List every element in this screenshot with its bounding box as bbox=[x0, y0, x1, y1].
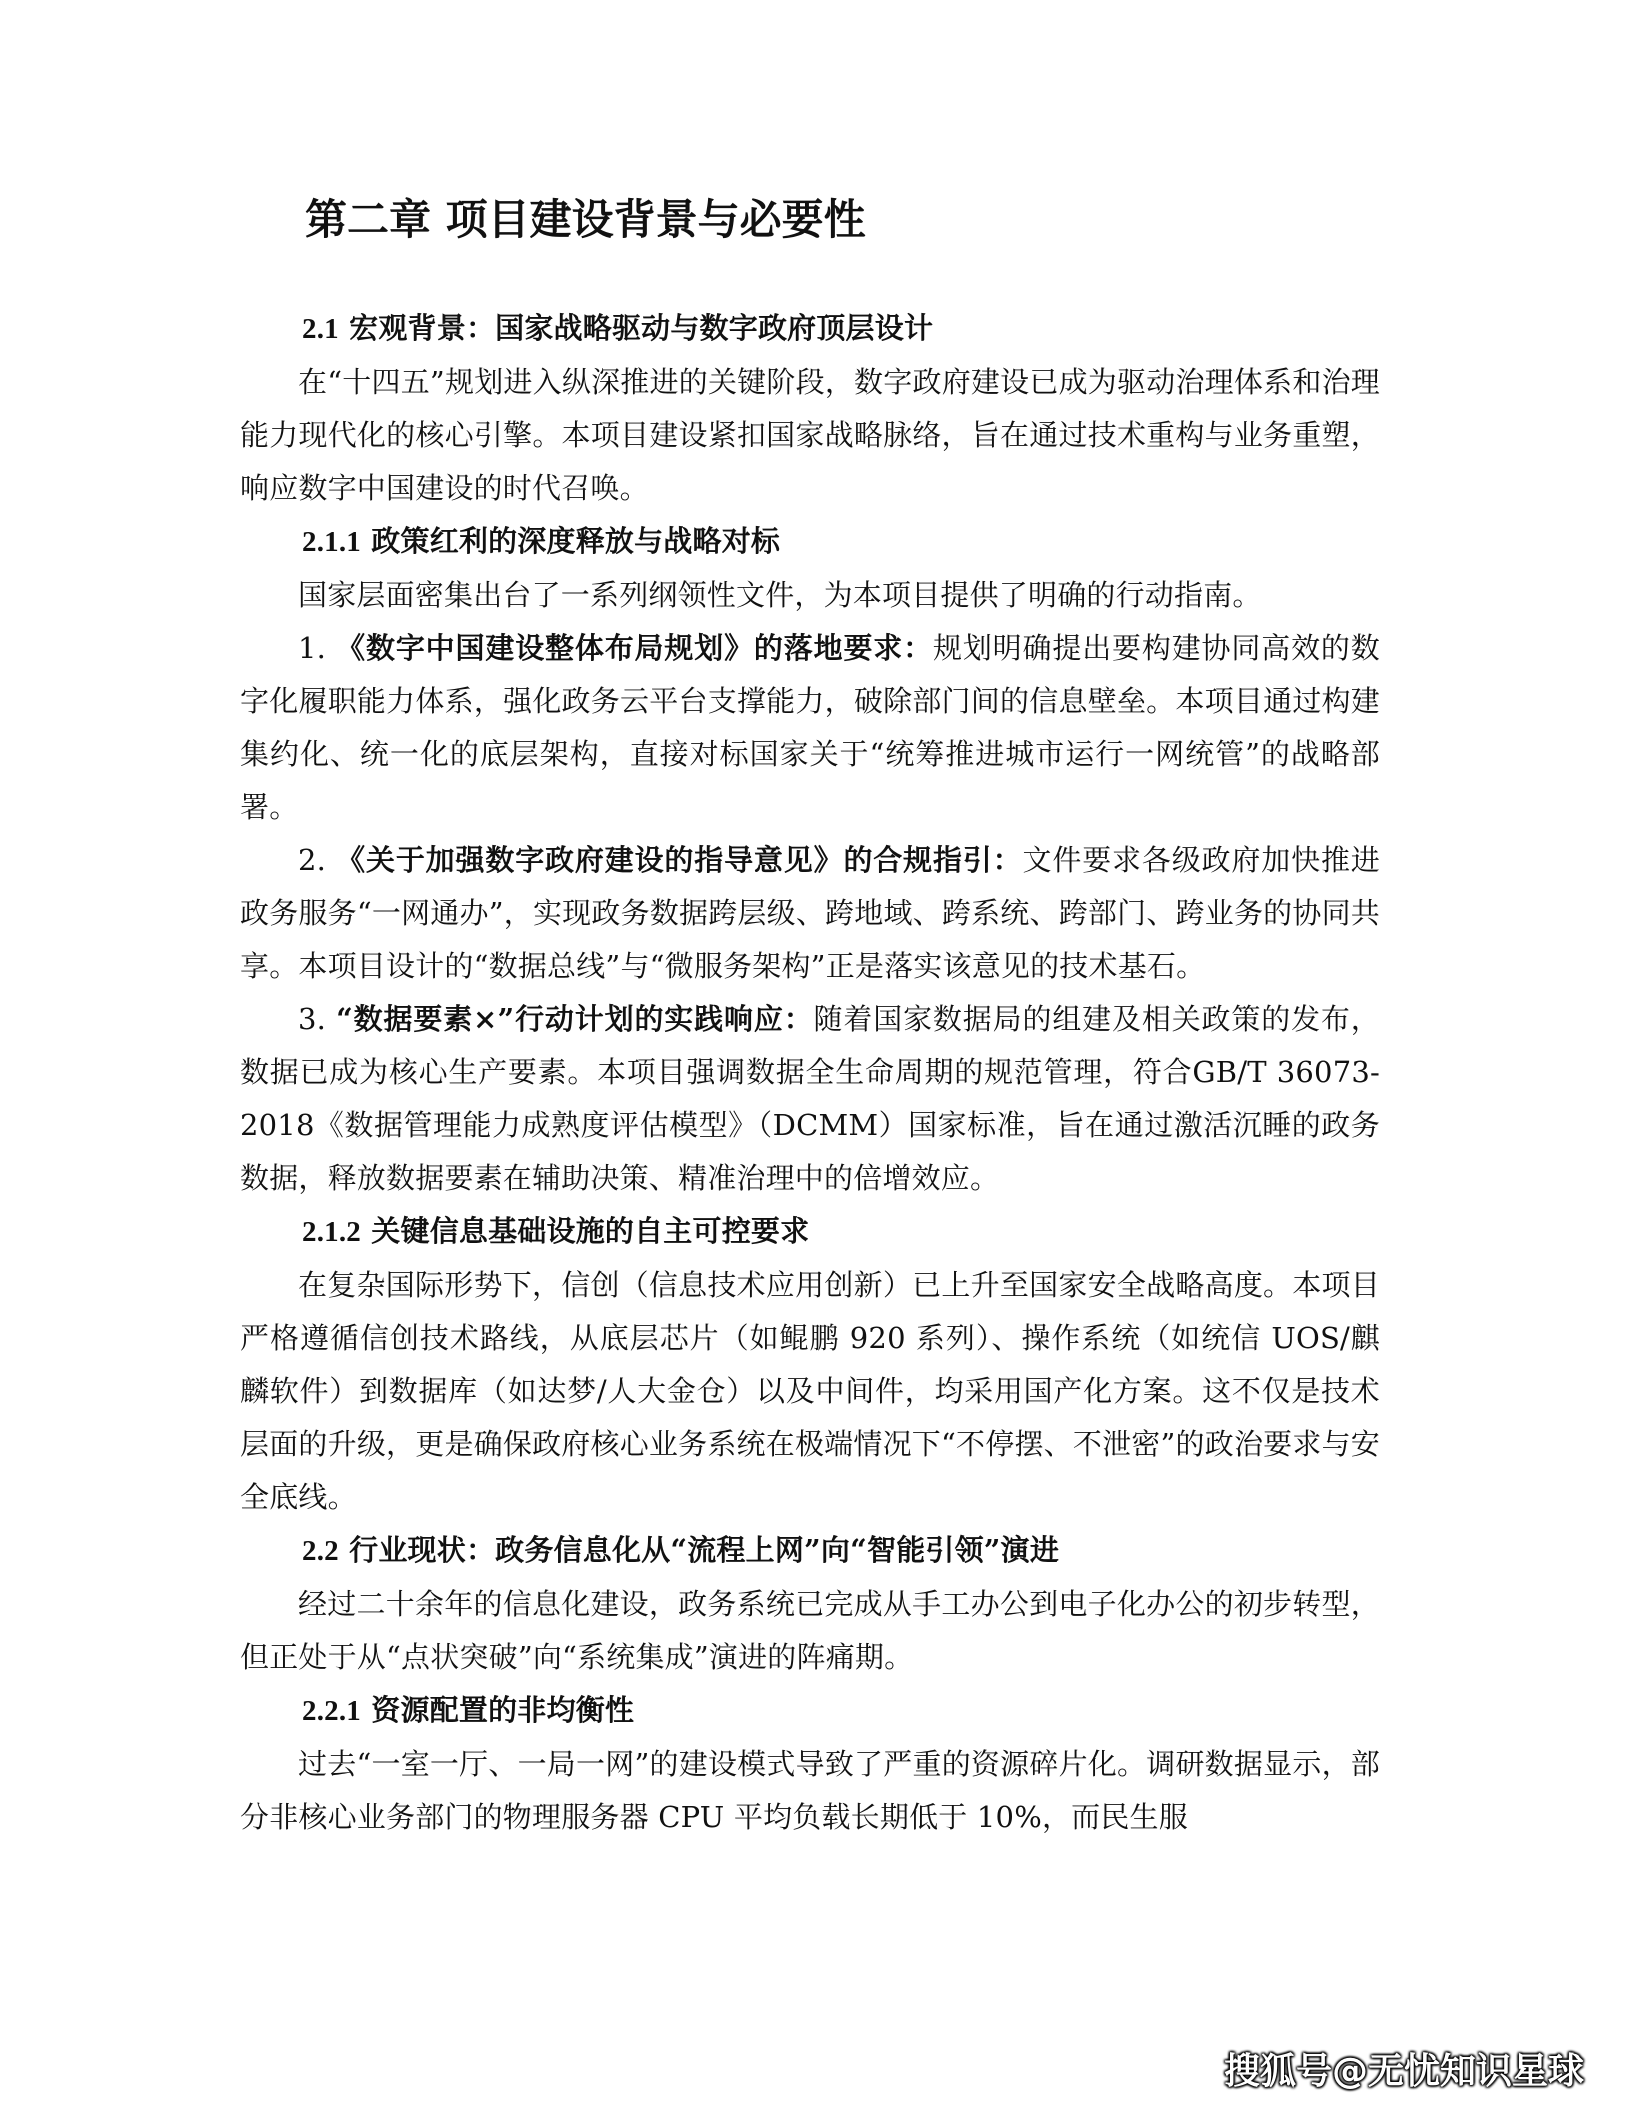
section-number: 2.1.1 bbox=[302, 526, 361, 558]
document-body bbox=[240, 302, 1380, 1844]
section-title: 宏观背景：国家战略驱动与数字政府顶层设计 bbox=[338, 311, 934, 345]
watermark: 搜狐号@无忧知识星球 bbox=[1223, 2051, 1584, 2092]
list-item bbox=[240, 622, 1380, 834]
section-title: 行业现状：政务信息化从“流程上网”向“智能引领”演进 bbox=[338, 1533, 1060, 1567]
section-title: 政策红利的深度释放与战略对标 bbox=[361, 524, 781, 558]
list-item-text: 随着国家数据局的组建及相关政策的发布，数据已成为核心生产要素。本项目强调数据全生命周期的规范管理，符合GB/T 36073-2018《数据管理能力成熟度评估模型》（DCMM）国家标准，旨在通过激活沉睡的政务数据，释放数据要素在辅助决策、精准治理中的倍增效应。 bbox=[240, 1002, 1380, 1195]
paragraph: 经过二十余年的信息化建设，政务系统已完成从手工办公到电子化办公的初步转型，但正处于从“点状突破”向“系统集成”演进的阵痛期。 bbox=[240, 1587, 1380, 1674]
section-title: 关键信息基础设施的自主可控要求 bbox=[361, 1214, 810, 1248]
section-number: 2.1.2 bbox=[302, 1216, 361, 1248]
list-marker: 1. bbox=[298, 631, 337, 665]
list-item-text: 规划明确提出要构建协同高效的数字化履职能力体系，强化政务云平台支撑能力，破除部门间的信息壁垒。本项目通过构建集约化、统一化的底层架构，直接对标国家关于“统筹推进城市运行一网统管”的战略部署。 bbox=[240, 631, 1380, 824]
section-number: 2.2.1 bbox=[302, 1695, 361, 1727]
section-heading-2-1 bbox=[240, 302, 1380, 356]
section-heading-2-2 bbox=[240, 1524, 1380, 1578]
section-number: 2.2 bbox=[302, 1535, 339, 1567]
paragraph: 在“十四五”规划进入纵深推进的关键阶段，数字政府建设已成为驱动治理体系和治理能力现代化的核心引擎。本项目建设紧扣国家战略脉络，旨在通过技术重构与业务重塑，响应数字中国建设的时代召唤。 bbox=[240, 365, 1380, 505]
chapter-title: 第二章 项目建设背景与必要性 bbox=[305, 195, 866, 244]
section-number: 2.1 bbox=[302, 313, 339, 345]
list-item-title: 《关于加强数字政府建设的指导意见》的合规指引： bbox=[336, 843, 1023, 877]
paragraph: 在复杂国际形势下，信创（信息技术应用创新）已上升至国家安全战略高度。本项目严格遵循信创技术路线，从底层芯片（如鲲鹏 920 系列）、操作系统（如统信 UOS/麒麟软件）到数据库（如达梦/人大金仓）以及中间件，均采用国产化方案。这不仅是技术层面的升级，更是确保政府核心业务系统在极端情况下“不停摆、不泄密”的政治要求与安全底线。 bbox=[240, 1268, 1380, 1514]
list-item-title: 《数字中国建设整体布局规划》的落地要求： bbox=[336, 631, 933, 665]
section-heading-2-1-1 bbox=[240, 515, 1380, 569]
section-heading-2-1-2 bbox=[240, 1205, 1380, 1259]
section-title: 资源配置的非均衡性 bbox=[361, 1693, 635, 1727]
list-marker: 2. bbox=[298, 843, 337, 877]
list-marker: 3. bbox=[298, 1002, 337, 1036]
paragraph: 过去“一室一厅、一局一网”的建设模式导致了严重的资源碎片化。调研数据显示，部分非核心业务部门的物理服务器 CPU 平均负载长期低于 10%，而民生服 bbox=[240, 1747, 1380, 1834]
list-item bbox=[240, 993, 1380, 1205]
section-heading-2-2-1 bbox=[240, 1684, 1380, 1738]
list-item bbox=[240, 834, 1380, 993]
list-item-text: 文件要求各级政府加快推进政务服务“一网通办”，实现政务数据跨层级、跨地域、跨系统、跨部门、跨业务的协同共享。本项目设计的“数据总线”与“微服务架构”正是落实该意见的技术基石。 bbox=[240, 843, 1380, 983]
paragraph: 国家层面密集出台了一系列纲领性文件，为本项目提供了明确的行动指南。 bbox=[298, 578, 1262, 612]
list-item-title: “数据要素×”行动计划的实践响应： bbox=[336, 1002, 814, 1036]
